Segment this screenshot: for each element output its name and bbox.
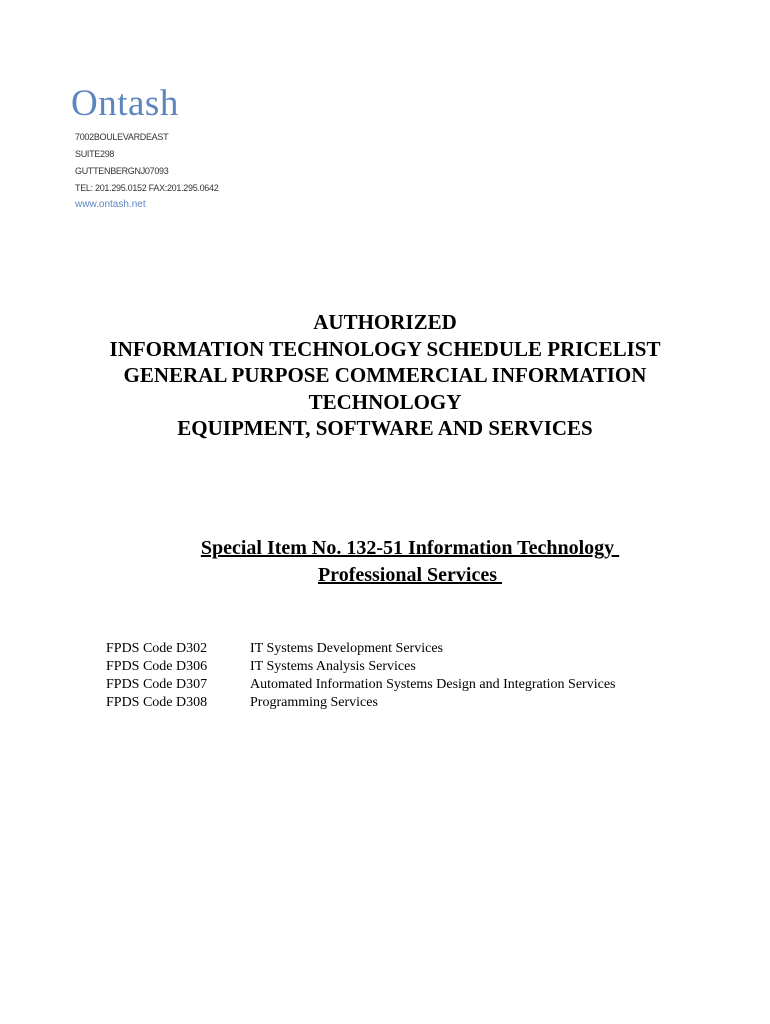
fpds-code-row	[106, 658, 615, 676]
fpds-code-row	[106, 676, 615, 694]
document-title	[0, 309, 770, 442]
title-line: INFORMATION TECHNOLOGY SCHEDULE PRICELIST	[109, 336, 661, 361]
fpds-code-list	[106, 640, 615, 712]
address-street: 7002BOULEVARDEAST	[75, 132, 169, 142]
address-phone-fax: TEL: 201.295.0152 FAX:201.295.0642	[75, 183, 219, 193]
special-item-heading	[0, 535, 770, 589]
title-line: AUTHORIZED	[313, 310, 457, 334]
title-line: EQUIPMENT, SOFTWARE AND SERVICES	[177, 416, 593, 440]
fpds-description: IT Systems Analysis Services	[250, 659, 416, 674]
address-city: GUTTENBERGNJ07093	[75, 166, 169, 176]
fpds-code: FPDS Code D308	[106, 695, 208, 710]
fpds-code-row	[106, 640, 615, 658]
fpds-description: IT Systems Development Services	[250, 641, 443, 656]
title-line: TECHNOLOGY	[308, 389, 462, 414]
title-line: GENERAL PURPOSE COMMERCIAL INFORMATION	[123, 363, 647, 387]
company-logo: Ontash	[71, 83, 179, 124]
fpds-code: FPDS Code D302	[106, 641, 208, 656]
address-suite: SUITE298	[75, 149, 115, 159]
fpds-code-row	[106, 694, 615, 712]
fpds-code: FPDS Code D306	[106, 659, 208, 674]
fpds-code: FPDS Code D307	[106, 677, 208, 692]
fpds-description: Programming Services	[250, 695, 378, 710]
special-item-line: Special Item No. 132-51 Information Technology	[200, 537, 620, 559]
fpds-description: Automated Information Systems Design and Integration Services	[250, 677, 616, 692]
website-link[interactable]: www.ontash.net	[75, 199, 146, 210]
special-item-line: Professional Services	[317, 564, 503, 586]
